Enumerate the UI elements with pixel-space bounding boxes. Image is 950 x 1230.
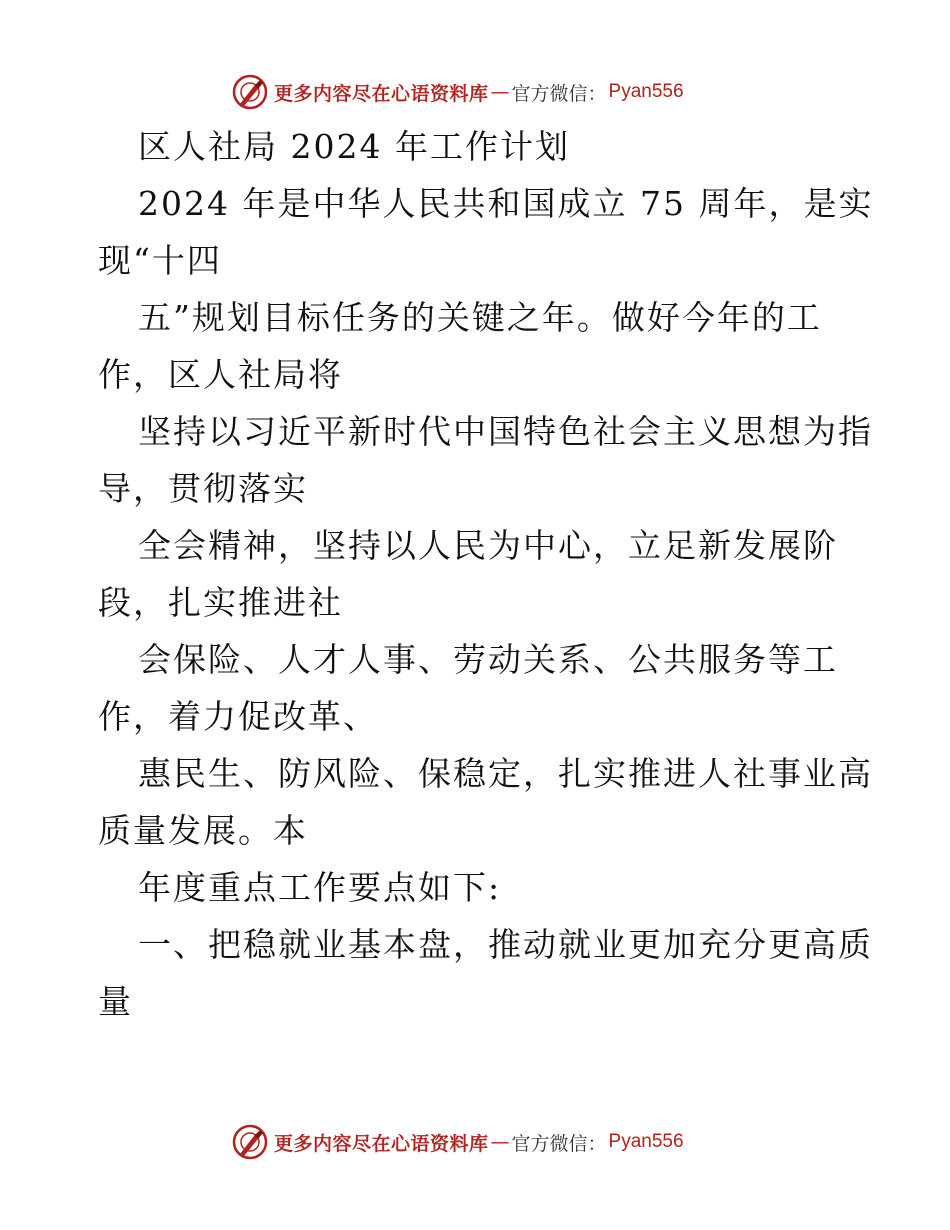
pen-logo-icon: [232, 74, 268, 110]
watermark-dash: —: [490, 81, 510, 103]
document-title: 区人社局 2024 年工作计划: [138, 127, 570, 166]
watermark-dash: —: [490, 1131, 510, 1153]
watermark-wechat-id: Pyan556: [608, 1131, 684, 1152]
paragraph-line: 现“十四: [98, 241, 222, 280]
paragraph-line: 年度重点工作要点如下:: [138, 868, 502, 907]
watermark-header: [232, 72, 684, 112]
paragraph-line: 导，贯彻落实: [98, 469, 308, 508]
watermark-footer: [232, 1122, 684, 1162]
paragraph-line: 惠民生、防风险、保稳定，扎实推进人社事业高: [138, 754, 873, 793]
paragraph-line: 量: [98, 982, 133, 1021]
pen-logo-icon: [232, 1124, 268, 1160]
paragraph-line: 五”规划目标任务的关键之年。做好今年的工: [138, 298, 822, 337]
watermark-official-label: 官方微信：: [511, 1132, 607, 1155]
paragraph-line: 坚持以习近平新时代中国特色社会主义思想为指: [138, 412, 873, 451]
paragraph-line: 2024 年是中华人民共和国成立 75 周年，是实: [138, 184, 874, 223]
watermark-text: 更多内容尽在心语资料库: [274, 82, 489, 105]
paragraph-line: 段，扎实推进社: [98, 583, 343, 622]
paragraph-line: 全会精神，坚持以人民为中心，立足新发展阶: [138, 526, 838, 565]
watermark-wechat-id: Pyan556: [608, 81, 684, 102]
paragraph-line: 作，区人社局将: [98, 355, 343, 394]
paragraph-line: 质量发展。本: [98, 811, 308, 850]
watermark-text: 更多内容尽在心语资料库: [274, 1132, 489, 1155]
document-body: [98, 118, 874, 1030]
paragraph-line: 会保险、人才人事、劳动关系、公共服务等工: [138, 640, 838, 679]
section-heading: 一、把稳就业基本盘，推动就业更加充分更高质: [138, 925, 873, 964]
paragraph-line: 作，着力促改革、: [98, 697, 378, 736]
watermark-official-label: 官方微信：: [511, 82, 607, 105]
